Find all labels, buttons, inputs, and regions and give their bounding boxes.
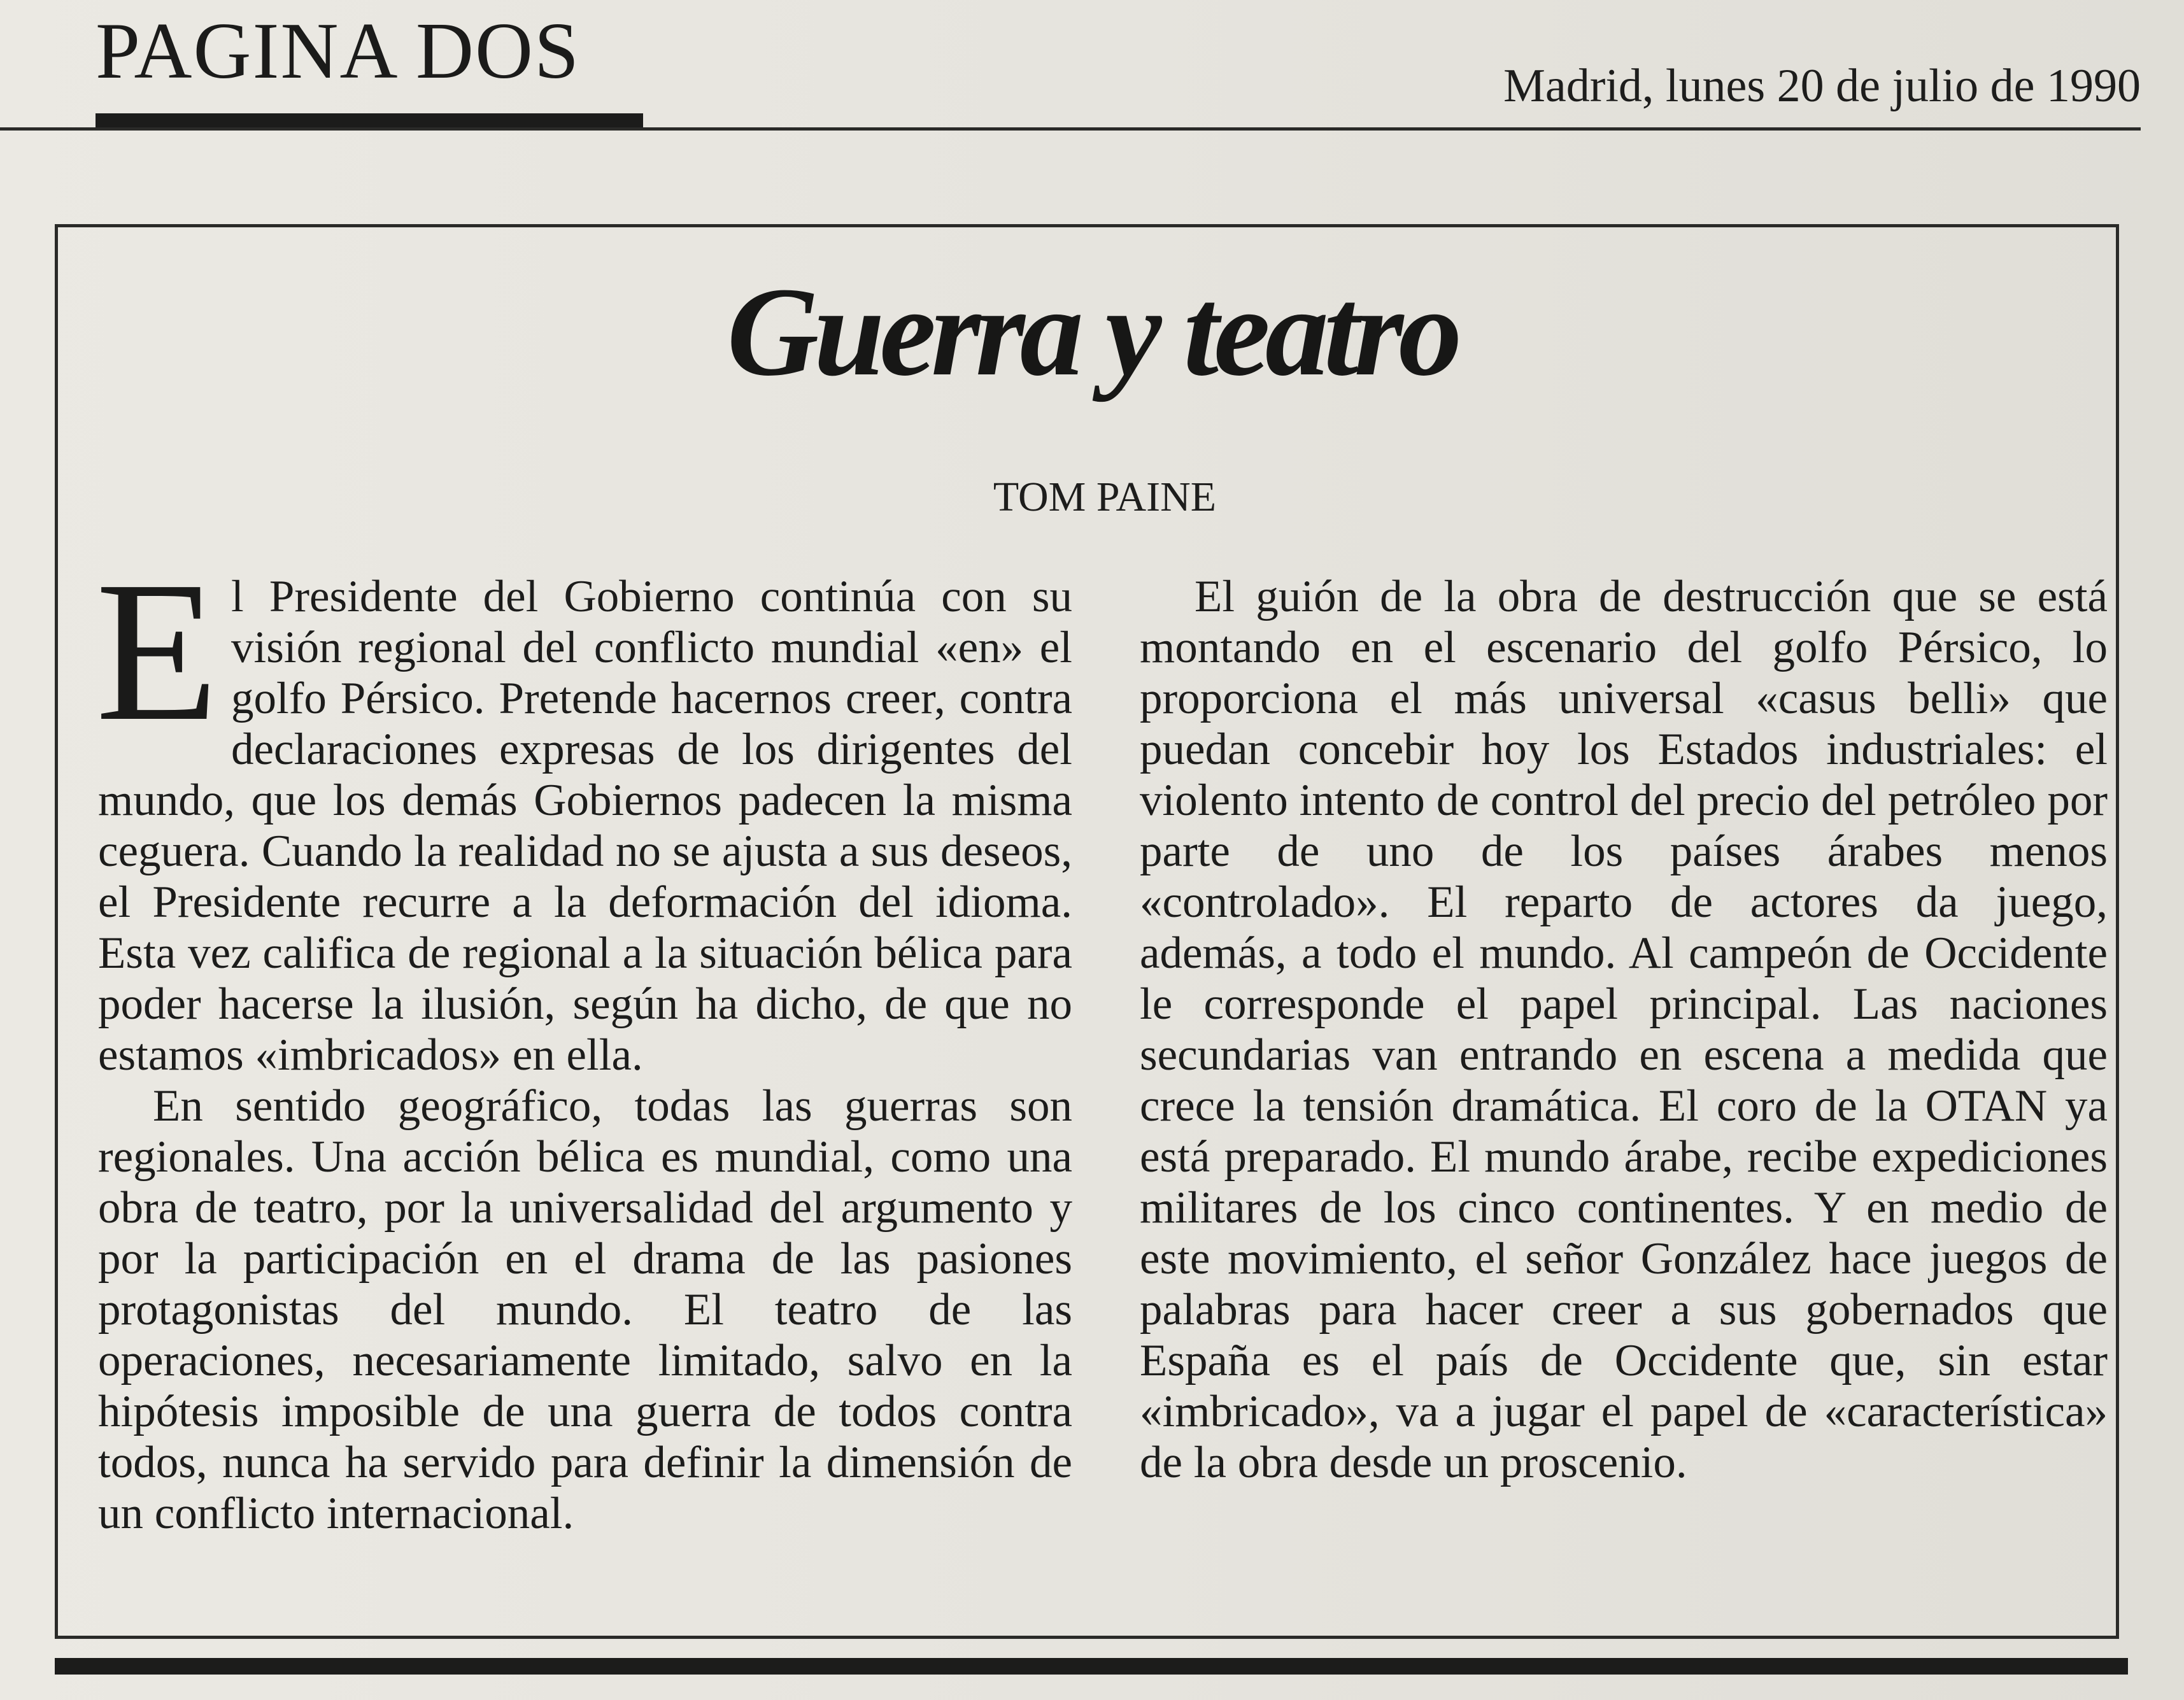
dateline: Madrid, lunes 20 de julio de 1990	[1503, 60, 2141, 112]
paragraph-3: El guión de la obra de destrucción que se está montando en el escenario del golfo Pérsico, lo proporciona el más universal «casus belli» que puedan concebir hoy los Estados industriales: el violento intento de control del precio del petróleo por parte de uno de los países árabes menos «controlado». El reparto de actores da juego, además, a todo el mundo. Al campeón de Occidente le corresponde el papel principal. Las naciones secundarias van entrando en escena a medida que crece la tensión dramática. El coro de la OTAN ya está preparado. El mundo árabe, recibe expediciones militares de los cinco continentes. Y en medio de este movimiento, el señor González hace juegos de palabras para hacer creer a sus gobernados que España es el país de Occidente que, sin estar «imbricado», va a jugar el papel de «característica» de la obra desde un proscenio.	[1140, 572, 2108, 1487]
article-column-left	[96, 540, 1072, 1539]
paragraph-1	[96, 540, 1072, 1080]
article-byline: TOM PAINE	[993, 474, 1217, 520]
header-rule	[0, 127, 2141, 131]
article-headline: Guerra y teatro	[727, 262, 1457, 402]
footer-rule	[55, 1658, 2128, 1675]
section-title: PAGINA DOS	[96, 7, 581, 96]
paragraph-1-text: l Presidente del Gobierno continúa con su visión regional del conflicto mundial «en» el golfo Pérsico. Pretende hacernos creer, contra declaraciones expresas de los dirigentes del mundo, que los demás Gobiernos padecen la misma ceguera. Cuando la realidad no se ajusta a sus deseos, el Presidente recurre a la deformación del idioma. Esta vez califica de regional a la situación bélica para poder hacerse la ilusión, según ha dicho, de que no estamos «imbricados» en ella.	[98, 572, 1072, 1080]
article-column-right	[1140, 571, 2108, 1488]
paragraph-2: En sentido geográfico, todas las guerras son regionales. Una acción bélica es mundial, como una obra de teatro, por la universalidad del argumento y por la participación en el drama de las pasiones protagonistas del mundo. El teatro de las operaciones, necesariamente limitado, salvo en la hipótesis imposible de una guerra de todos contra todos, nunca ha servido para definir la dimensión de un conflicto internacional.	[98, 1081, 1072, 1538]
drop-cap: E	[96, 540, 219, 763]
